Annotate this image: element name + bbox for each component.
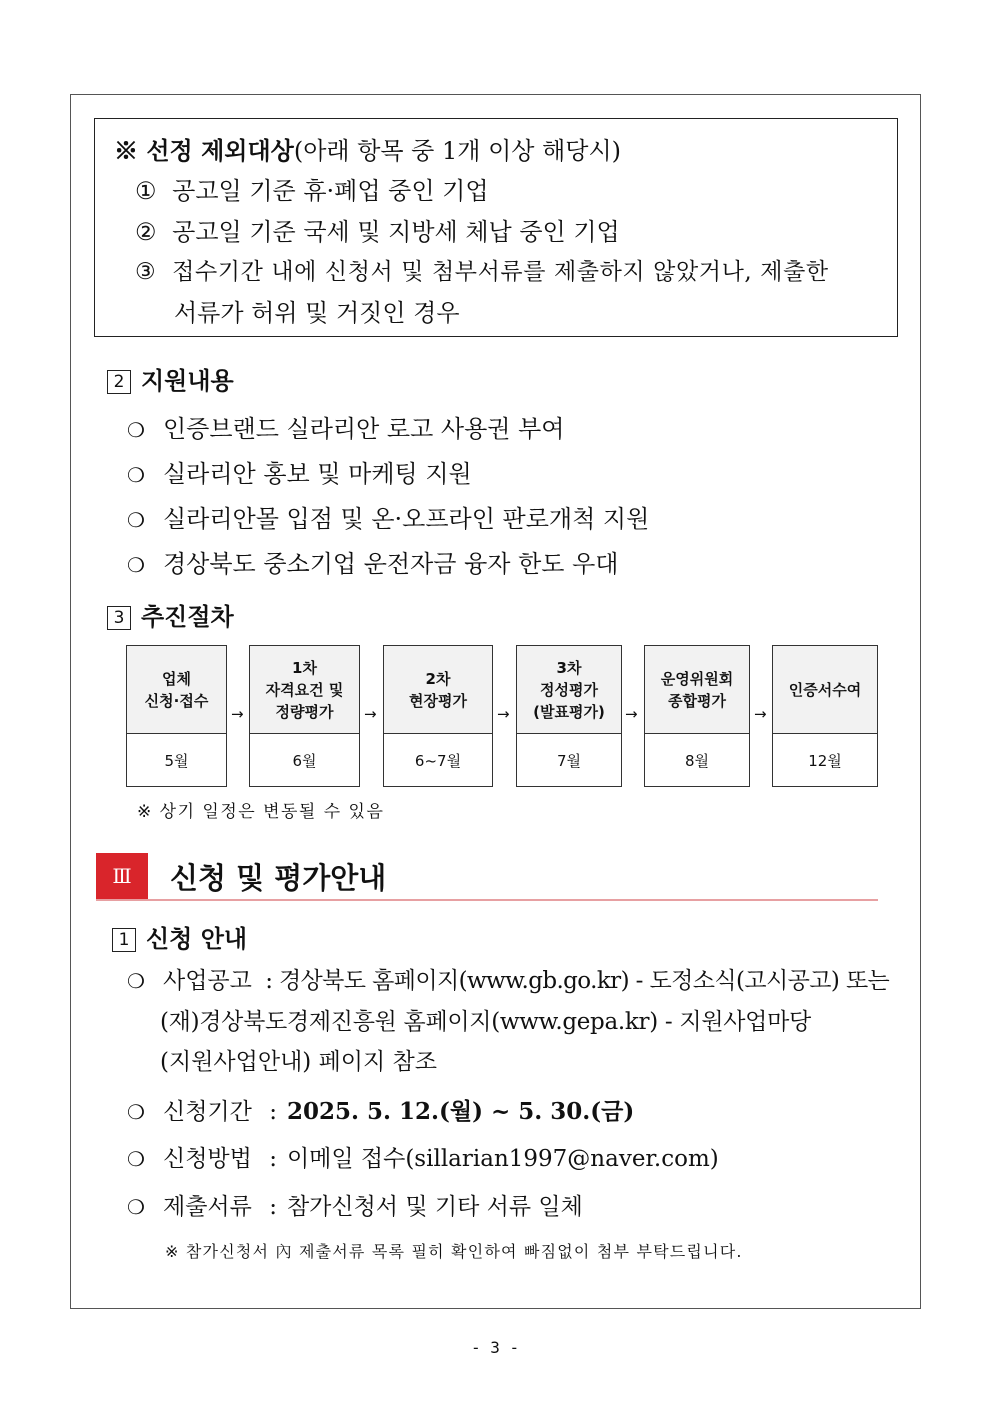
exclusion-item-text: 접수기간 내에 신청서 및 첨부서류를 제출하지 않았거나, 제출한 (172, 259, 829, 285)
procedure-step (383, 645, 493, 787)
section-number-box: 1 (112, 928, 136, 952)
circle-bullet-icon: ❍ (127, 418, 145, 442)
procedure-title: 추진절차 (141, 603, 234, 631)
step-line: 1차 (292, 658, 317, 677)
apply-item-value: 이메일 접수(sillarian1997@naver.com) (286, 1146, 719, 1172)
apply-item-sep: : (269, 1099, 277, 1125)
apply-item-continued: (재)경상북도경제진흥원 홈페이지(www.gepa.kr) - 지원사업마당 (160, 1009, 811, 1035)
exclusion-item (135, 253, 829, 286)
circle-bullet-icon: ❍ (127, 463, 145, 487)
apply-heading (112, 919, 247, 954)
procedure-step-label (645, 646, 749, 734)
step-line: 종합평가 (668, 691, 726, 710)
apply-item (127, 962, 889, 995)
support-heading (107, 361, 234, 396)
procedure-step-month: 6~7월 (414, 751, 462, 770)
exclusion-item-num: ③ (135, 259, 157, 285)
procedure-note: ※ 상기 일정은 변동될 수 있음 (137, 802, 385, 822)
circle-bullet-icon: ❍ (127, 1147, 145, 1171)
procedure-step-label (773, 646, 877, 734)
procedure-heading (107, 597, 234, 632)
apply-item-sep: : (269, 1194, 277, 1220)
procedure-step (516, 645, 622, 787)
section-roman-badge: Ⅲ (96, 853, 148, 900)
section-number-box: 3 (107, 606, 131, 630)
support-item (127, 454, 472, 489)
exclusion-item-num: ② (135, 218, 157, 246)
procedure-step (772, 645, 878, 787)
exclusion-heading (114, 131, 621, 166)
exclusion-heading-rest: (아래 항목 중 1개 이상 해당시) (293, 137, 621, 165)
apply-item (127, 1140, 719, 1173)
step-line: 현장평가 (409, 691, 467, 710)
support-title: 지원내용 (141, 367, 234, 395)
apply-item (127, 1188, 583, 1221)
step-line: 정성평가 (540, 680, 598, 699)
support-item (127, 544, 618, 579)
step-line: 신청·접수 (144, 691, 209, 710)
exclusion-item (135, 212, 620, 247)
procedure-step-label (127, 646, 226, 734)
exclusion-item (135, 171, 489, 206)
procedure-step-month: 8월 (684, 751, 710, 770)
support-item-text: 실라리안몰 입점 및 온·오프라인 판로개척 지원 (163, 505, 650, 533)
procedure-step (249, 645, 360, 787)
support-item-text: 인증브랜드 실라리안 로고 사용권 부여 (163, 415, 565, 443)
exclusion-item-text: 공고일 기준 휴·폐업 중인 기업 (172, 177, 489, 205)
circle-bullet-icon: ❍ (127, 553, 145, 577)
apply-item (127, 1093, 634, 1126)
apply-item-sep: : (265, 968, 273, 994)
procedure-step (644, 645, 750, 787)
apply-item-value: 2025. 5. 12.(월) ~ 5. 30.(금) (286, 1098, 635, 1125)
procedure-step-label (250, 646, 359, 734)
exclusion-item-num: ① (135, 177, 157, 205)
step-line: 운영위원회 (660, 669, 734, 688)
step-line: 정량평가 (275, 702, 334, 721)
apply-item-value: 참가신청서 및 기타 서류 일체 (286, 1194, 583, 1220)
section-number-box: 2 (107, 370, 131, 394)
procedure-step (126, 645, 227, 787)
apply-note: ※ 참가신청서 內 제출서류 목록 필히 확인하여 빠짐없이 첨부 부탁드립니다. (165, 1242, 743, 1261)
procedure-step-month: 12월 (808, 751, 842, 770)
procedure-step-month: 7월 (556, 751, 582, 770)
step-line: (발표평가) (533, 702, 605, 721)
support-item (127, 499, 649, 534)
apply-item-label: 사업공고 (163, 968, 252, 994)
step-line: 인증서수여 (788, 680, 862, 699)
circle-bullet-icon: ❍ (127, 508, 145, 532)
apply-item-value: 경상북도 홈페이지(www.gb.go.kr) - 도정소식(고시공고) 또는 (278, 968, 890, 994)
support-item-text: 경상북도 중소기업 운전자금 융자 한도 우대 (163, 550, 619, 578)
step-line: 업체 (162, 669, 191, 688)
step-line: 자격요건 및 (265, 680, 344, 699)
support-item (127, 409, 564, 444)
circle-bullet-icon: ❍ (127, 1100, 145, 1124)
exclusion-heading-bold: ※ 선정 제외대상 (114, 136, 294, 165)
arrow-right-icon: → (231, 705, 244, 723)
apply-item-sep: : (269, 1146, 277, 1172)
arrow-right-icon: → (754, 705, 767, 723)
section3-underline (96, 899, 878, 901)
apply-title: 신청 안내 (146, 925, 248, 953)
procedure-step-month: 5월 (164, 751, 189, 770)
arrow-right-icon: → (497, 705, 510, 723)
apply-item-label: 신청방법 (163, 1146, 252, 1172)
step-line: 2차 (425, 669, 451, 688)
procedure-step-label (384, 646, 492, 734)
circle-bullet-icon: ❍ (127, 1195, 145, 1219)
step-line: 3차 (556, 658, 582, 677)
exclusion-item-text: 공고일 기준 국세 및 지방세 체납 중인 기업 (172, 218, 620, 246)
apply-item-continued: (지원사업안내) 페이지 참조 (160, 1049, 437, 1075)
arrow-right-icon: → (364, 705, 377, 723)
section3-title: 신청 및 평가안내 (170, 861, 387, 895)
arrow-right-icon: → (625, 705, 638, 723)
procedure-step-month: 6월 (292, 751, 317, 770)
page-number: - 3 - (471, 1338, 520, 1357)
apply-item-label: 제출서류 (163, 1194, 252, 1220)
procedure-step-label (517, 646, 621, 734)
support-item-text: 실라리안 홍보 및 마케팅 지원 (163, 460, 472, 488)
exclusion-item-continued: 서류가 허위 및 거짓인 경우 (174, 299, 460, 327)
circle-bullet-icon: ❍ (127, 969, 145, 993)
apply-item-label: 신청기간 (163, 1099, 252, 1125)
